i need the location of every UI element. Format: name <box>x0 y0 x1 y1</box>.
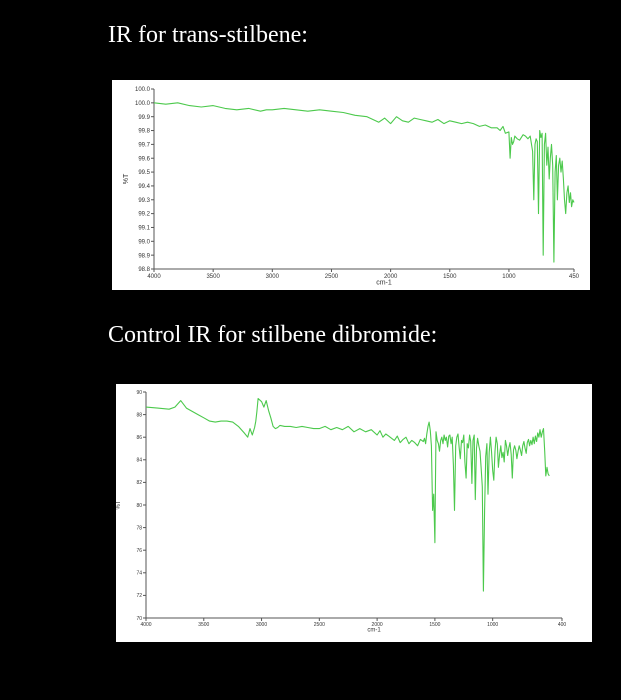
y-tick-label: 70 <box>136 615 142 622</box>
x-tick-label: 2000 <box>371 622 383 628</box>
y-tick-label: 99.0 <box>138 239 150 246</box>
x-tick-label: 400 <box>557 622 567 628</box>
y-tick-label: 88 <box>136 412 142 419</box>
x-tick-label: 2500 <box>313 622 325 628</box>
y-tick-label: 76 <box>136 547 142 554</box>
y-tick-label: 72 <box>136 593 142 600</box>
spectrum-line-1 <box>146 399 549 592</box>
y-tick-label: 86 <box>136 434 142 441</box>
y-axis-label: %T <box>116 500 122 510</box>
ir-spectrum-trans-stilbene <box>112 80 590 290</box>
x-tick-label: 2000 <box>383 274 398 280</box>
y-tick-label: 98.9 <box>138 253 150 260</box>
x-tick-label: 2500 <box>324 274 339 280</box>
x-tick-label: 1000 <box>502 274 516 280</box>
x-tick-label: 3000 <box>265 274 279 280</box>
y-tick-label: 84 <box>136 457 142 464</box>
x-tick-label: 3500 <box>206 274 220 280</box>
y-tick-label: 99.1 <box>138 225 150 232</box>
y-tick-label: 74 <box>136 570 142 577</box>
chart2-heading: Control IR for stilbene dibromide: <box>108 322 438 348</box>
x-axis-label: cm-1 <box>367 627 381 634</box>
x-tick-label: 4000 <box>147 274 161 280</box>
chart1-panel <box>112 80 590 290</box>
chart2-panel <box>116 384 592 642</box>
spectrum-line-1 <box>154 103 574 262</box>
y-tick-label: 99.5 <box>138 170 150 177</box>
x-tick-label: 1500 <box>429 622 441 628</box>
y-tick-label: 90 <box>136 389 142 396</box>
x-axis-label: cm-1 <box>376 279 392 287</box>
y-tick-label: 78 <box>136 525 142 532</box>
y-tick-label: 100.0 <box>134 100 150 107</box>
y-tick-label: 98.8 <box>138 267 150 274</box>
x-tick-label: 1000 <box>487 622 499 628</box>
y-tick-label: 100.0 <box>134 87 150 94</box>
chart1-heading: IR for trans-stilbene: <box>108 22 308 48</box>
x-tick-label: 450 <box>568 274 580 280</box>
x-tick-label: 3500 <box>198 622 210 628</box>
x-tick-label: 4000 <box>140 622 152 628</box>
x-tick-label: 3000 <box>255 622 268 628</box>
y-tick-label: 99.9 <box>138 114 150 121</box>
y-tick-label: 80 <box>136 502 142 509</box>
y-tick-label: 99.4 <box>138 184 150 191</box>
y-tick-label: 99.6 <box>138 156 150 163</box>
y-axis-label: %T <box>123 173 130 185</box>
ir-spectrum-stilbene-dibromide <box>116 384 592 642</box>
x-tick-label: 1500 <box>443 274 457 280</box>
y-tick-label: 99.3 <box>138 197 150 204</box>
y-tick-label: 99.2 <box>138 211 150 218</box>
y-tick-label: 99.8 <box>138 128 150 135</box>
y-tick-label: 82 <box>136 480 142 487</box>
y-tick-label: 99.7 <box>138 142 150 149</box>
